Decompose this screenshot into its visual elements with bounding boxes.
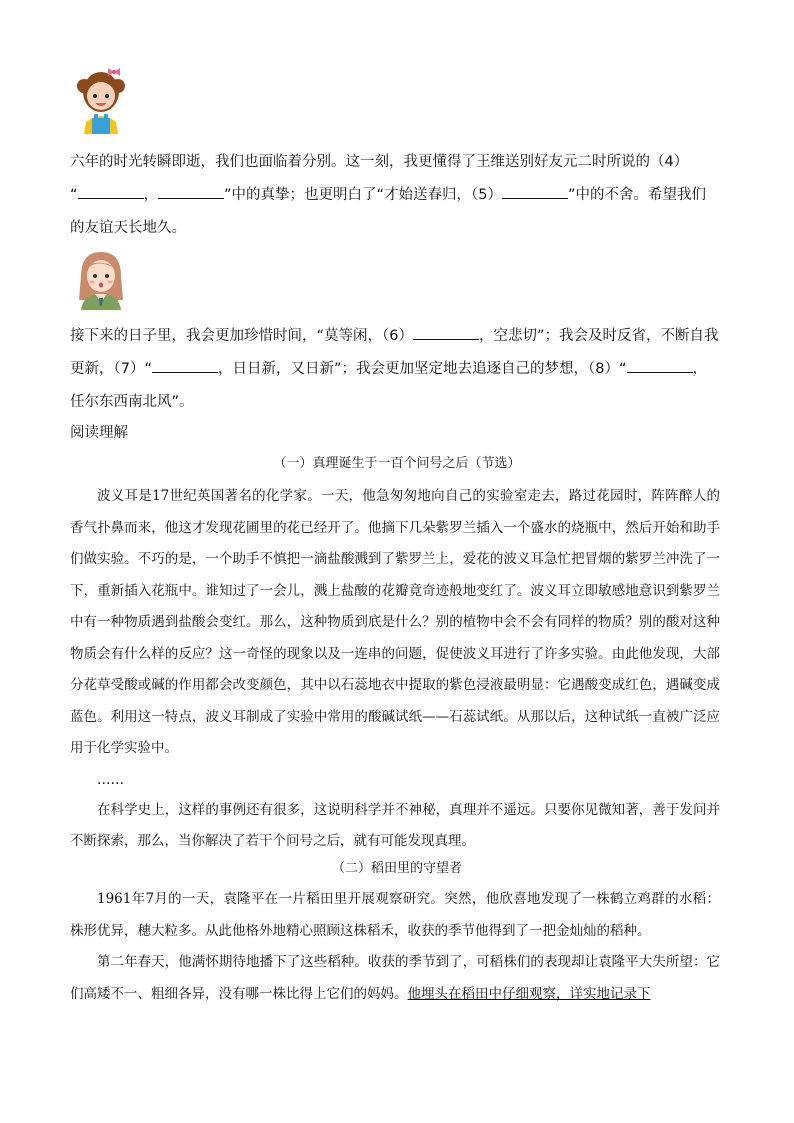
dialogue-text: 接下来的日子里，我会更加珍惜时间，“莫等闲，（6） <box>70 328 413 344</box>
passage2-paragraph-2 <box>70 947 720 1010</box>
girl-long-hair-avatar-icon <box>75 248 127 310</box>
passage2-paragraph-1: 1961年7月的一天，袁隆平在一片稻田里开展观察研究。突然，他欣喜地发现了一株鹤立鸡群的水稻：株形优异，穗大粒多。从此他格外地精心照顾这株稻禾，收获的季节他得到了一把金灿灿的稻种。 <box>70 891 720 939</box>
dialogue-text: 六年的时光转瞬即逝，我们也面临着分别。这一刻，我更懂得了王维送别好友元二时所说的（4） <box>70 154 689 170</box>
passage1-ellipsis: …… <box>97 771 124 788</box>
answer-blank-8[interactable] <box>627 358 693 373</box>
girl-avatar-icon <box>76 64 126 136</box>
dialogue-text: ，任尔东西南北风”。 <box>70 361 707 410</box>
underlined-sentence: 他埋头在稻田中仔细观察，详实地记录下 <box>407 985 651 1002</box>
passage2-body <box>70 884 720 1010</box>
girl2-dialogue <box>70 320 720 419</box>
dialogue-text: ，空悲切”；我会及时反省，不断自我更新，（7）“ <box>70 328 719 377</box>
passage1-title: （一）真理诞生于一百个问号之后（节选） <box>273 456 521 471</box>
answer-blank-5[interactable] <box>502 184 568 199</box>
passage1-paragraph-1: 波义耳是17世纪英国著名的化学家。一天，他急匆匆地向自己的实验室走去，路过花园时，阵阵醉人的香气扑鼻而来，他这才发现花圃里的花已经开了。他摘下几朵紫罗兰插入一个盛水的烧瓶中，然后开始和助手们做实验。不巧的是，一个助手不慎把一滴盐酸溅到了紫罗兰上，爱花的波义耳急忙把冒烟的紫罗兰冲洗了一下，重新插入花瓶中。谁知过了一会儿，溅上盐酸的花瓣竟奇迹般地变红了。波义耳立即敏感地意识到紫罗兰中有一种物质遇到盐酸会变红。那么，这种物质到底是什么？别的植物中会不会有同样的物质？别的酸对这种物质会有什么样的反应？这一奇怪的现象以及一连串的问题，促使波义耳进行了许多实验。由此他发现，大部分花草受酸或碱的作用都会改变颜色，其中以石蕊地衣中提取的紫色浸液最明显：它遇酸变成红色，遇碱变成蓝色。利用这一特点，波义耳制成了实验中常用的酸碱试纸——石蕊试纸。从那以后，这种试纸一直被广泛应用于化学实验中。 <box>70 488 720 756</box>
dialogue-text: “ <box>70 187 78 203</box>
answer-blank-7[interactable] <box>152 358 218 373</box>
answer-blank-4a[interactable] <box>78 184 144 199</box>
section-label: 阅读理解 <box>70 425 128 441</box>
passage1-paragraph-3: 在科学史上，这样的事例还有很多，这说明科学并不神秘，真理并不遥远。只要你见微知著，善于发问并不断探索，那么，当你解决了若干个问号之后，就有可能发现真理。 <box>70 801 720 849</box>
dialogue-text: ， <box>143 187 159 203</box>
girl1-dialogue <box>70 146 720 245</box>
dialogue-text: ”中的真挚；也更明白了“才始送春归，（5） <box>224 187 503 203</box>
dialogue-text: ”中的不舍。希望我们的友谊天长地久。 <box>70 187 707 236</box>
passage2-paragraph-2-text: 第二年春天，他满怀期待地播下了这些稻种。收获的季节到了，可稻株们的表现却让袁隆平大失所望：它们高矮不一、粗细各异，没有哪一株比得上它们的妈妈。 <box>70 954 720 1002</box>
answer-blank-6[interactable] <box>413 325 479 340</box>
passage2-title: （二）稻田里的守望者 <box>331 861 462 876</box>
dialogue-text: ，日日新，又日新”；我会更加坚定地去追逐自己的梦想，（8）“ <box>218 361 627 377</box>
passage1-body <box>70 481 720 858</box>
answer-blank-4b[interactable] <box>158 184 224 199</box>
